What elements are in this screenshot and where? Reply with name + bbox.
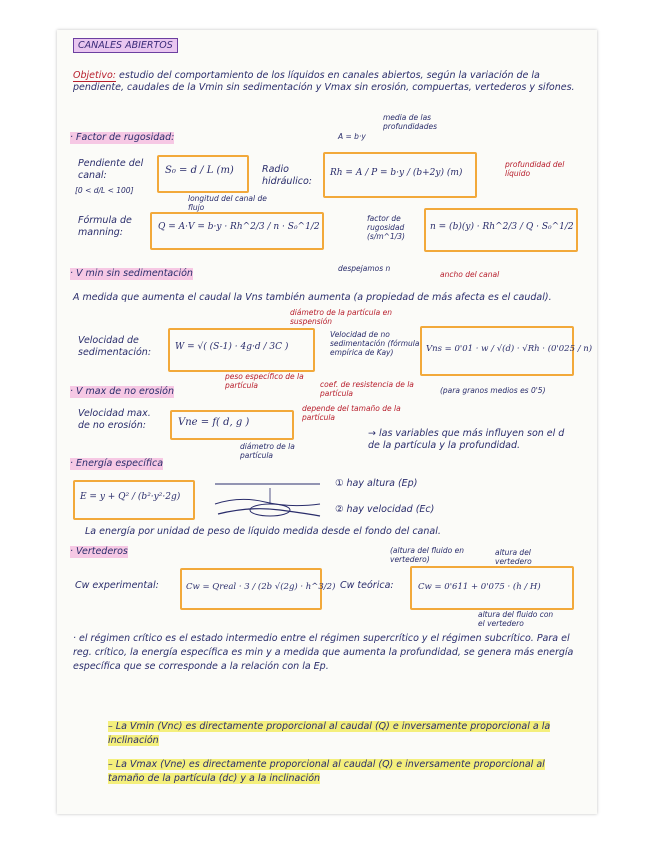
cw-exp-label: Cw experimental: — [75, 580, 159, 591]
cw-teo-label: Cw teórica: — [340, 580, 394, 591]
area-note-desc: media de las profundidades — [383, 113, 438, 131]
cw-teo-note: altura del fluido con el vertedero — [478, 610, 554, 628]
rugosidad-heading: · Factor de rugosidad: — [70, 132, 175, 143]
vsed-label: Velocidad de sedimentación: — [78, 335, 152, 358]
vmin-heading: · V min sin sedimentación — [70, 268, 193, 279]
factor-formula: n = (b)(y) · Rh^2/3 / Q · S₀^1/2 — [430, 222, 574, 232]
objective-paragraph — [73, 70, 578, 94]
page-title: CANALES ABIERTOS — [73, 38, 178, 53]
area-note: A = b·y — [338, 132, 366, 141]
radio-label: Radio hidráulico: — [262, 164, 312, 187]
manning-formula: Q = A·V = b·y · Rh^2/3 / n · S₀^1/2 — [158, 222, 320, 232]
vns-label: Velocidad de no sedimentación (fórmula empírica de Kay) — [330, 330, 420, 357]
vmin-text: A medida que aumenta el caudal la Vns también aumenta (a propiedad de más afecta es el caudal). — [73, 292, 552, 303]
vmin-diam-note: diámetro de la partícula en suspensión — [290, 308, 392, 326]
manning-label: Fórmula de manning: — [78, 215, 132, 238]
ancho-note: ancho del canal — [440, 270, 500, 279]
vsed-note1: peso específico de la partícula — [225, 372, 304, 390]
energia-heading: · Energía específica — [70, 458, 164, 469]
radio-formula: Rh = A / P = b·y / (b+2y) (m) — [330, 168, 463, 178]
vns-note: (para granos medios es 0'5) — [440, 386, 546, 395]
bullet-vmin — [108, 720, 558, 748]
vmax-note1: depende del tamaño de la partícula — [302, 404, 401, 422]
objective-text: estudio del comportamiento de los líquidos en canales abiertos, según la variación de la pendiente, caudales de la Vmin sin sedimentación y Vmax sin erosión, compuertas, vertederos y sifones. — [73, 70, 575, 93]
vsed-formula: W = √( (S-1) · 4g·d / 3C ) — [175, 342, 289, 352]
vertederos-heading: · Vertederos — [70, 546, 128, 557]
bullet-vmin-text: – La Vmin (Vnc) es directamente proporcional al caudal (Q) e inversamente proporcional a la inclinación — [108, 721, 551, 746]
regimen-text: · el régimen crítico es el estado intermedio entre el régimen supercrítico y el régimen subcrítico. Para el reg. crítico, la energía específica es min y a medida que aumenta la profundidad, se genera más energía específica que se corresponde a la relación con la Ep. — [73, 633, 574, 672]
pendiente-range: [0 < d/L < 100] — [75, 186, 134, 195]
pendiente-note: longitud del canal de flujo — [188, 194, 267, 212]
vmax-note3: → las variables que más influyen son el d de la partícula y la profundidad. — [368, 428, 565, 451]
vns-formula: Vns = 0'01 · w / √(d) · √Rh · (0'025 / n) — [426, 344, 593, 354]
objective-label: Objetivo: — [73, 70, 116, 81]
energia-item1: ① hay altura (Ep) — [335, 478, 418, 489]
factor-label: factor de rugosidad (s/m^1/3) — [367, 214, 405, 241]
energia-formula: E = y + Q² / (b²·y²·2g) — [80, 492, 181, 502]
vmax-heading: · V max de no erosión — [70, 386, 175, 397]
energia-text: La energía por unidad de peso de líquido medida desde el fondo del canal. — [85, 526, 441, 537]
vsed-note2: coef. de resistencia de la partícula — [320, 380, 414, 398]
energia-item2: ② hay velocidad (Ec) — [335, 504, 435, 515]
pendiente-label: Pendiente del canal: — [78, 158, 144, 181]
cw-teo-formula: Cw = 0'611 + 0'075 · (h / H) — [418, 582, 541, 592]
vmax-formula: Vne = f( d, g ) — [178, 417, 250, 428]
channel-sketch — [210, 476, 325, 524]
cw-exp-formula: Cw = Qreal · 3 / (2b √(2g) · h^3/2) — [186, 582, 336, 592]
pendiente-formula: S₀ = d / L (m) — [165, 165, 234, 176]
despejamos-note: despejamos n — [338, 264, 391, 273]
bullet-vmax — [108, 758, 558, 786]
vmax-label: Velocidad max. de no erosión: — [78, 408, 151, 431]
bullet-vmax-text: – La Vmax (Vne) es directamente proporcional al caudal (Q) e inversamente proporcional al tamaño de la partícula (dc) y a la inclinación — [108, 759, 545, 784]
vertederos-note2: altura del vertedero — [495, 548, 532, 566]
vertederos-note1: (altura del fluido en vertedero) — [390, 546, 464, 564]
vmax-note2: diámetro de la partícula — [240, 442, 295, 460]
radio-note: profundidad del líquido — [505, 160, 565, 178]
